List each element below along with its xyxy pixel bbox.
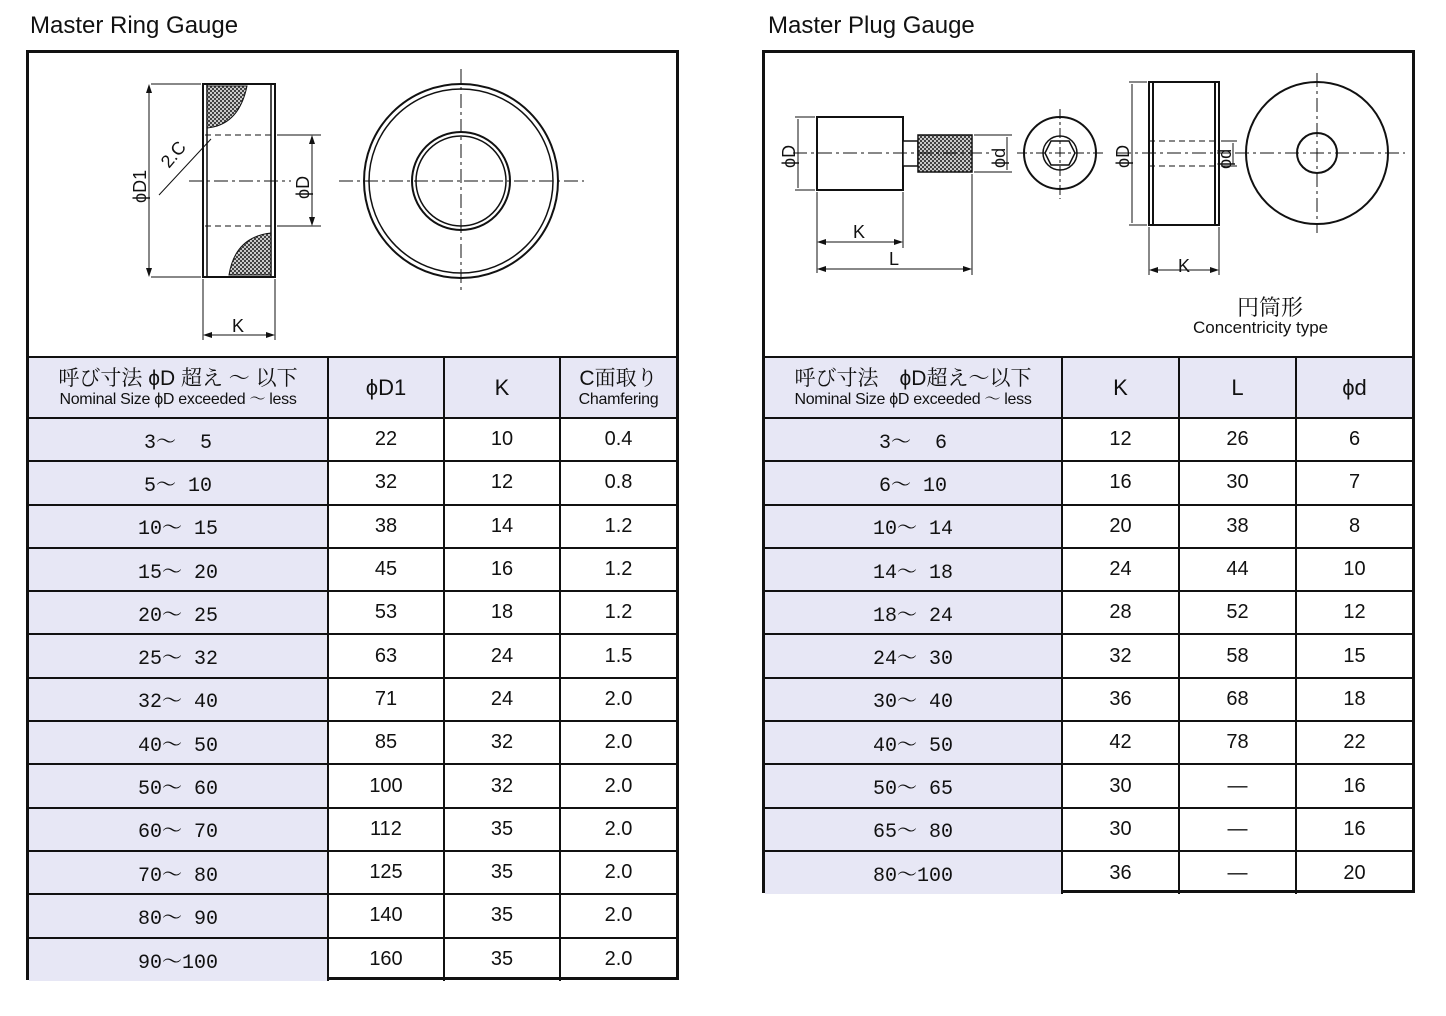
plug-cell-k: 30 <box>1062 808 1179 851</box>
plug-cell-d: 10 <box>1296 548 1412 591</box>
ring-cell-d1: 100 <box>328 764 444 807</box>
table-row <box>29 938 676 981</box>
ring-cell-k: 24 <box>444 678 560 721</box>
plug-cell-size: 6～ 10 <box>765 461 1062 504</box>
plug-cell-k: 16 <box>1062 461 1179 504</box>
ring-cell-size: 25～ 32 <box>29 634 328 677</box>
plug-concentric-d-small-label: ϕd <box>1215 148 1235 169</box>
table-row <box>29 764 676 807</box>
table-row <box>29 548 676 591</box>
ring-cell-d1: 85 <box>328 721 444 764</box>
ring-cell-k: 35 <box>444 894 560 937</box>
ring-d-label: ϕD <box>293 175 313 199</box>
ring-cell-size: 50～ 60 <box>29 764 328 807</box>
plug-cell-l: 26 <box>1179 418 1296 461</box>
table-row <box>765 418 1412 461</box>
ring-header-d1 <box>328 357 444 418</box>
plug-cell-size: 24～ 30 <box>765 634 1062 677</box>
table-row <box>765 678 1412 721</box>
ring-chamfer-label: 2.C <box>156 137 191 172</box>
plug-cell-size: 14～ 18 <box>765 548 1062 591</box>
ring-cell-d1: 53 <box>328 591 444 634</box>
plug-cell-l: 68 <box>1179 678 1296 721</box>
plug-d-small-label: ϕd <box>989 147 1009 168</box>
plug-header-l <box>1179 357 1296 418</box>
ring-cell-size: 15～ 20 <box>29 548 328 591</box>
ring-cell-size: 32～ 40 <box>29 678 328 721</box>
table-row <box>29 894 676 937</box>
plug-cell-k: 12 <box>1062 418 1179 461</box>
ring-cell-c: 2.0 <box>560 938 676 981</box>
plug-cell-l: 52 <box>1179 591 1296 634</box>
plug-cell-d: 7 <box>1296 461 1412 504</box>
ring-cell-k: 32 <box>444 721 560 764</box>
plug-cell-size: 50～ 65 <box>765 764 1062 807</box>
plug-cell-size: 18～ 24 <box>765 591 1062 634</box>
plug-header-d-label: ϕd <box>1342 374 1367 400</box>
ring-cell-size: 60～ 70 <box>29 808 328 851</box>
ring-cell-k: 35 <box>444 938 560 981</box>
plug-diagram <box>765 53 1412 358</box>
plug-cell-size: 65～ 80 <box>765 808 1062 851</box>
ring-cell-c: 1.2 <box>560 548 676 591</box>
plug-cell-l: 30 <box>1179 461 1296 504</box>
ring-cell-k: 35 <box>444 851 560 894</box>
plug-cell-d: 6 <box>1296 418 1412 461</box>
plug-table <box>765 356 1412 894</box>
plug-drawing <box>765 53 1412 356</box>
ring-header-size-en: Nominal Size ϕD exceeded ～ less <box>59 390 297 408</box>
plug-header-size-en: Nominal Size ϕD exceeded ～ less <box>794 390 1032 408</box>
plug-cell-k: 30 <box>1062 764 1179 807</box>
ring-cell-k: 12 <box>444 461 560 504</box>
ring-header-chamfer-en: Chamfering <box>578 390 659 408</box>
plug-header-d <box>1296 357 1412 418</box>
plug-cell-d: 18 <box>1296 678 1412 721</box>
plug-cell-size: 40～ 50 <box>765 721 1062 764</box>
ring-cell-d1: 38 <box>328 505 444 548</box>
ring-cell-k: 16 <box>444 548 560 591</box>
plug-cell-d: 22 <box>1296 721 1412 764</box>
plug-title: Master Plug Gauge <box>768 12 975 39</box>
ring-cell-d1: 22 <box>328 418 444 461</box>
ring-header-chamfer-jp: C面取り <box>579 366 658 390</box>
plug-cell-d: 16 <box>1296 764 1412 807</box>
plug-cell-size: 30～ 40 <box>765 678 1062 721</box>
plug-cell-k: 20 <box>1062 505 1179 548</box>
ring-drawing <box>29 53 676 356</box>
ring-cell-c: 0.4 <box>560 418 676 461</box>
table-row <box>29 851 676 894</box>
ring-cell-c: 2.0 <box>560 764 676 807</box>
table-row <box>29 808 676 851</box>
plug-header-size <box>765 357 1062 418</box>
table-row <box>29 505 676 548</box>
plug-cell-size: 10～ 14 <box>765 505 1062 548</box>
plug-cell-l: — <box>1179 808 1296 851</box>
ring-cell-d1: 45 <box>328 548 444 591</box>
ring-cell-c: 1.2 <box>560 505 676 548</box>
plug-table-header <box>765 357 1412 418</box>
ring-cell-size: 70～ 80 <box>29 851 328 894</box>
table-row <box>765 721 1412 764</box>
plug-cell-k: 36 <box>1062 678 1179 721</box>
plug-cell-k: 32 <box>1062 634 1179 677</box>
ring-cell-size: 10～ 15 <box>29 505 328 548</box>
table-row <box>29 721 676 764</box>
ring-header-chamfer <box>560 357 676 418</box>
table-row <box>29 634 676 677</box>
ring-cell-d1: 63 <box>328 634 444 677</box>
plug-cell-k: 36 <box>1062 851 1179 894</box>
ring-header-k <box>444 357 560 418</box>
plug-panel <box>762 50 1415 893</box>
ring-table-header <box>29 357 676 418</box>
ring-cell-c: 1.2 <box>560 591 676 634</box>
table-row <box>765 634 1412 677</box>
plug-cell-size: 80～100 <box>765 851 1062 894</box>
table-row <box>29 591 676 634</box>
ring-cell-c: 2.0 <box>560 678 676 721</box>
plug-k-label: K <box>853 222 866 242</box>
ring-cell-k: 18 <box>444 591 560 634</box>
plug-cell-size: 3～ 6 <box>765 418 1062 461</box>
table-row <box>765 461 1412 504</box>
ring-cell-size: 5～ 10 <box>29 461 328 504</box>
ring-table <box>29 356 676 981</box>
plug-cell-l: 38 <box>1179 505 1296 548</box>
ring-cell-c: 2.0 <box>560 721 676 764</box>
ring-cell-d1: 140 <box>328 894 444 937</box>
plug-l-label: L <box>889 249 900 269</box>
ring-diagram <box>29 53 676 358</box>
plug-cell-d: 20 <box>1296 851 1412 894</box>
plug-cell-d: 15 <box>1296 634 1412 677</box>
table-row <box>765 808 1412 851</box>
ring-cell-k: 10 <box>444 418 560 461</box>
ring-cell-c: 2.0 <box>560 851 676 894</box>
ring-cell-size: 90～100 <box>29 938 328 981</box>
plug-cell-k: 28 <box>1062 591 1179 634</box>
plug-concentric-d-label: ϕD <box>1113 144 1133 168</box>
ring-k-label: K <box>232 316 245 336</box>
ring-cell-d1: 71 <box>328 678 444 721</box>
ring-cell-k: 35 <box>444 808 560 851</box>
plug-cell-d: 12 <box>1296 591 1412 634</box>
plug-cell-k: 24 <box>1062 548 1179 591</box>
plug-cell-k: 42 <box>1062 721 1179 764</box>
ring-cell-size: 40～ 50 <box>29 721 328 764</box>
ring-cell-size: 3～ 5 <box>29 418 328 461</box>
ring-cell-k: 32 <box>444 764 560 807</box>
table-row <box>765 548 1412 591</box>
ring-cell-d1: 125 <box>328 851 444 894</box>
ring-cell-c: 2.0 <box>560 894 676 937</box>
ring-cell-k: 14 <box>444 505 560 548</box>
ring-d1-label: ϕD1 <box>130 169 150 203</box>
ring-cell-k: 24 <box>444 634 560 677</box>
plug-d-label: ϕD <box>779 144 799 168</box>
table-row <box>765 505 1412 548</box>
ring-header-size-jp: 呼び寸法 ϕD 超え ～ 以下 <box>58 366 298 390</box>
plug-concentric-k-label: K <box>1178 256 1191 276</box>
ring-cell-c: 1.5 <box>560 634 676 677</box>
ring-cell-size: 80～ 90 <box>29 894 328 937</box>
ring-header-size <box>29 357 328 418</box>
plug-cell-l: 44 <box>1179 548 1296 591</box>
plug-cell-d: 8 <box>1296 505 1412 548</box>
ring-cell-c: 0.8 <box>560 461 676 504</box>
table-row <box>29 461 676 504</box>
ring-cell-d1: 32 <box>328 461 444 504</box>
plug-cell-l: — <box>1179 851 1296 894</box>
plug-cell-l: — <box>1179 764 1296 807</box>
plug-type-en: Concentricity type <box>1193 318 1329 337</box>
plug-type-jp: 円筒形 <box>1237 295 1304 320</box>
table-row <box>765 764 1412 807</box>
plug-header-k-label: K <box>1113 374 1128 400</box>
plug-header-l-label: L <box>1231 374 1244 400</box>
ring-cell-size: 20～ 25 <box>29 591 328 634</box>
plug-concentric-side <box>1149 82 1219 225</box>
table-row <box>29 418 676 461</box>
ring-panel <box>26 50 679 980</box>
ring-title: Master Ring Gauge <box>30 12 239 39</box>
ring-cell-d1: 112 <box>328 808 444 851</box>
plug-header-k <box>1062 357 1179 418</box>
table-row <box>29 678 676 721</box>
table-row <box>765 591 1412 634</box>
plug-cell-l: 58 <box>1179 634 1296 677</box>
plug-header-size-jp: 呼び寸法 ϕD超え～以下 <box>794 366 1032 390</box>
ring-header-k-label: K <box>494 374 510 400</box>
plug-cell-d: 16 <box>1296 808 1412 851</box>
plug-cell-l: 78 <box>1179 721 1296 764</box>
ring-cell-d1: 160 <box>328 938 444 981</box>
ring-cell-c: 2.0 <box>560 808 676 851</box>
table-row <box>765 851 1412 894</box>
ring-header-d1-label: ϕD1 <box>365 374 407 400</box>
